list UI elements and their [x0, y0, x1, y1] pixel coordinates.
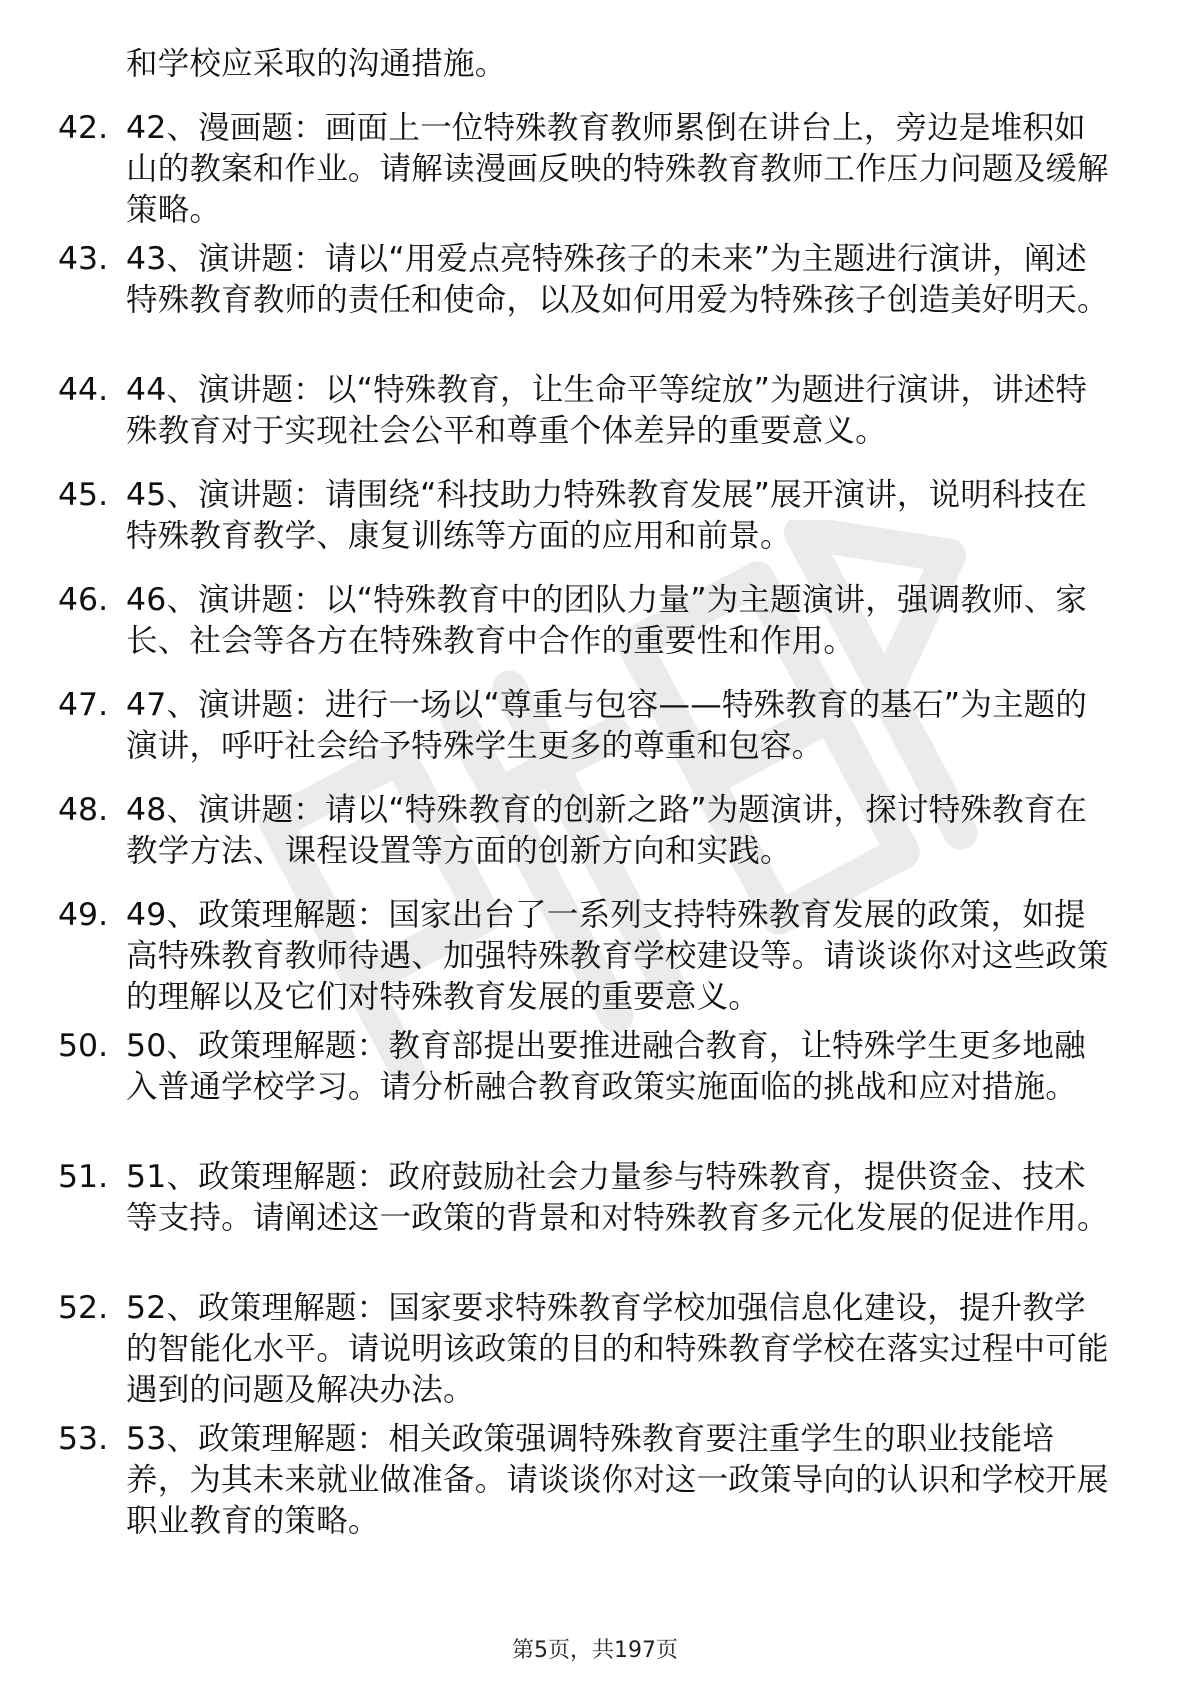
page-footer: 第5页，共197页 [512, 1638, 678, 1663]
item-number: 46. [58, 582, 109, 618]
item-text: 43、演讲题：请以“用爱点亮特殊孩子的未来”为主题进行演讲，阐述特殊教育教师的责任和使命，以及如何用爱为特殊孩子创造美好明天。 [126, 241, 1109, 318]
item-number: 44. [58, 372, 109, 408]
continuation-text: 和学校应采取的沟通措施。 [126, 46, 507, 82]
item-text: 53、政策理解题：相关政策强调特殊教育要注重学生的职业技能培养，为其未来就业做准备。请谈谈你对这一政策导向的认识和学校开展职业教育的策略。 [126, 1421, 1109, 1539]
item-text: 50、政策理解题：教育部提出要推进融合教育，让特殊学生更多地融入普通学校学习。请分析融合教育政策实施面临的挑战和应对措施。 [126, 1028, 1086, 1105]
item-number: 53. [58, 1421, 109, 1457]
item-number: 52. [58, 1290, 109, 1326]
item-text: 45、演讲题：请围绕“科技助力特殊教育发展”展开演讲，说明科技在特殊教育教学、康复训练等方面的应用和前景。 [126, 477, 1088, 554]
item-number: 43. [58, 241, 109, 277]
item-text: 51、政策理解题：政府鼓励社会力量参与特殊教育，提供资金、技术等支持。请阐述这一政策的背景和对特殊教育多元化发展的促进作用。 [126, 1159, 1109, 1236]
item-number: 51. [58, 1159, 109, 1195]
item-number: 49. [58, 897, 109, 933]
item-number: 45. [58, 477, 109, 513]
item-text: 49、政策理解题：国家出台了一系列支持特殊教育发展的政策，如提高特殊教育教师待遇、加强特殊教育学校建设等。请谈谈你对这些政策的理解以及它们对特殊教育发展的重要意义。 [126, 897, 1109, 1015]
item-number: 48. [58, 792, 109, 828]
item-number: 47. [58, 687, 109, 723]
item-text: 48、演讲题：请以“特殊教育的创新之路”为题演讲，探讨特殊教育在教学方法、课程设置等方面的创新方向和实践。 [126, 792, 1088, 869]
item-number: 50. [58, 1028, 109, 1064]
item-text: 52、政策理解题：国家要求特殊教育学校加强信息化建设，提升教学的智能化水平。请说明该政策的目的和特殊教育学校在落实过程中可能遇到的问题及解决办法。 [126, 1290, 1109, 1408]
item-number: 42. [58, 110, 109, 146]
item-text: 44、演讲题：以“特殊教育，让生命平等绽放”为题进行演讲，讲述特殊教育对于实现社会公平和尊重个体差异的重要意义。 [126, 372, 1088, 449]
item-text: 42、漫画题：画面上一位特殊教育教师累倒在讲台上，旁边是堆积如山的教案和作业。请解读漫画反映的特殊教育教师工作压力问题及缓解策略。 [126, 110, 1109, 228]
item-text: 46、演讲题：以“特殊教育中的团队力量”为主题演讲，强调教师、家长、社会等各方在特殊教育中合作的重要性和作用。 [126, 582, 1088, 659]
item-text: 47、演讲题：进行一场以“尊重与包容——特殊教育的基石”为主题的演讲，呼吁社会给予特殊学生更多的尊重和包容。 [126, 687, 1088, 764]
